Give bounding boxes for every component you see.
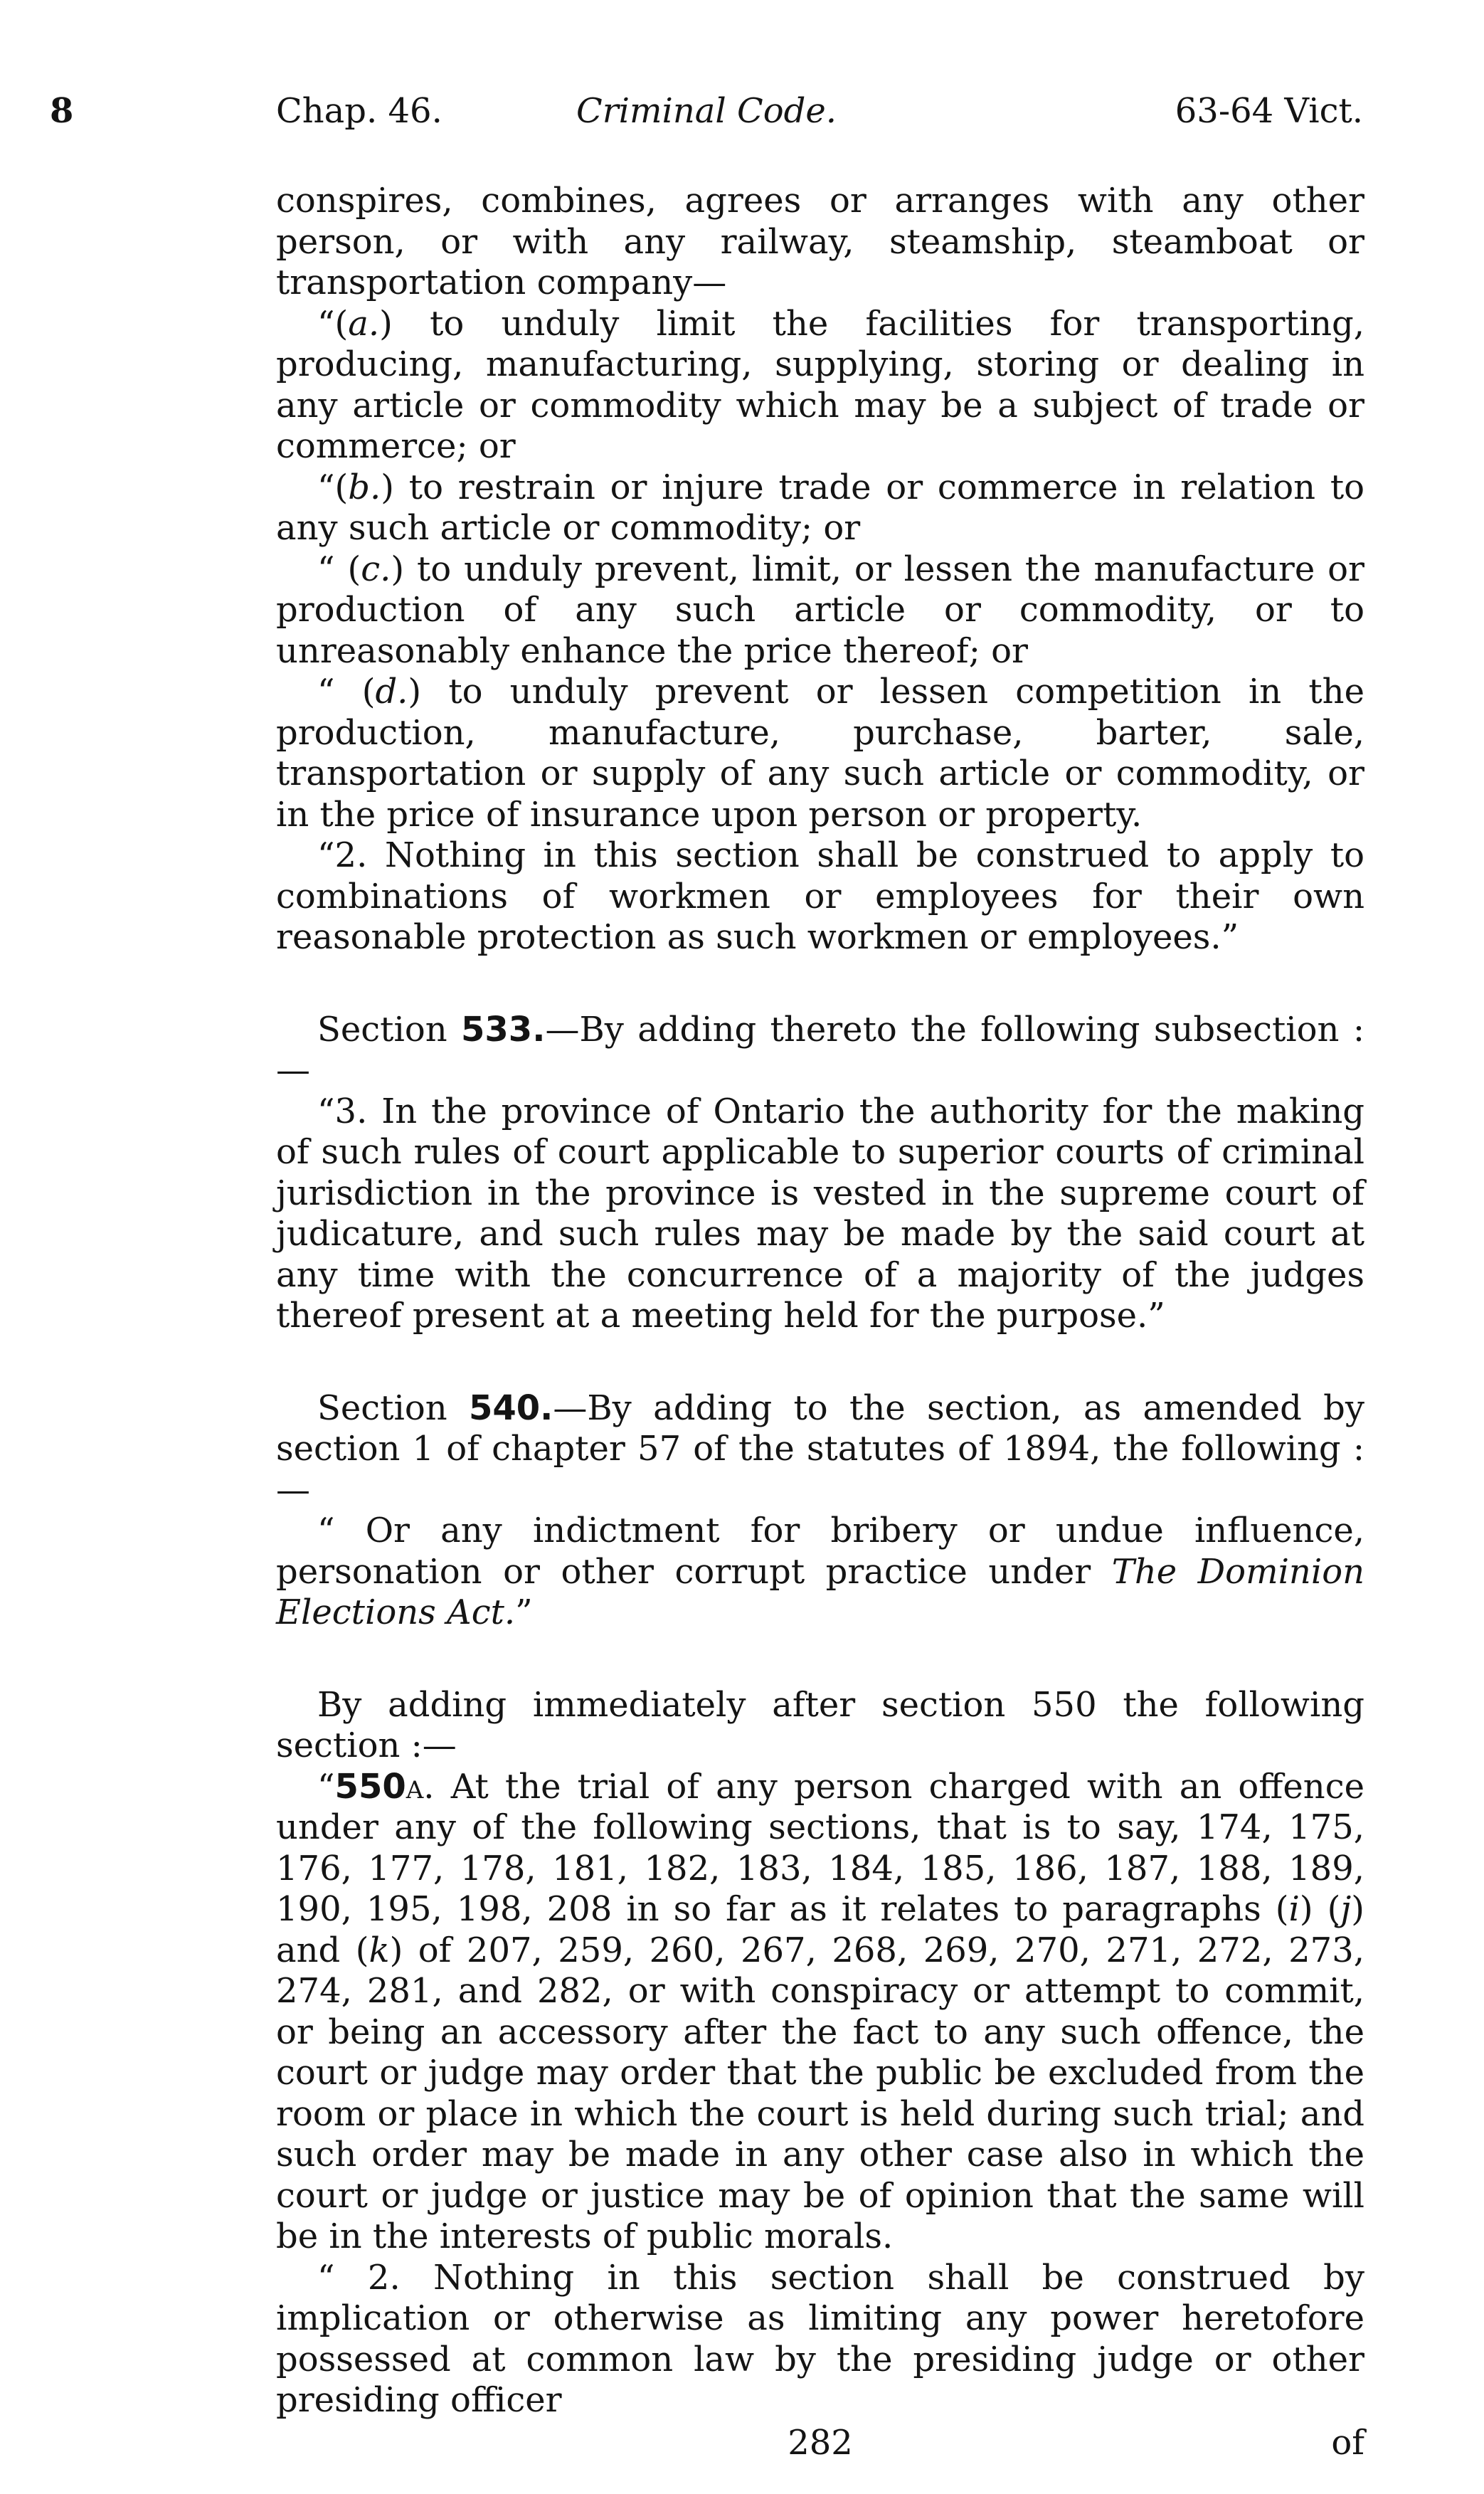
clause-label: b. <box>348 467 381 507</box>
section-number: 550 <box>334 1766 406 1807</box>
running-title: Criminal Code. <box>576 91 837 131</box>
section-550-intro: By adding immediately after section 550 the following section :— <box>276 1684 1364 1765</box>
section-suffix: a. <box>406 1766 435 1807</box>
subsection-2: “2. Nothing in this section shall be construed to apply to combinations of workmen or employees for their own reasonable protection as such workmen or employees.” <box>276 835 1364 957</box>
subsection-2-limitation: “ 2. Nothing in this section shall be construed by implication or otherwise as limiting any power heretofore possessed at common law by the presiding judge or other presiding officer <box>276 2257 1364 2420</box>
act-title: The Dominion Elections Act. <box>276 1551 1365 1632</box>
clause-b: “(b.) to restrain or injure trade or commerce in relation to any such article or commodity; or <box>276 467 1364 548</box>
clause-c: “ (c.) to unduly prevent, limit, or lessen the manufacture or production of any such article or commodity, or to unreasonably enhance the price thereof; or <box>276 549 1364 671</box>
clause-d: “ (d.) to unduly prevent or lessen competition in the production, manufacture, purchase, barter, sale, transportation or supply of any such article or commodity, or in the price of insurance upon person or property. <box>276 672 1364 835</box>
page-footer <box>276 2423 1364 2466</box>
clause-label: a. <box>348 303 380 344</box>
section-number: 540. <box>468 1388 553 1428</box>
clause-label: c. <box>361 549 391 589</box>
clause-label: d. <box>375 672 408 712</box>
page-number: 8 <box>50 91 74 131</box>
subsection-3: “3. In the province of Ontario the authority for the making of such rules of court applicable to superior courts of criminal jurisdiction in the province is vested in the supreme court of judicature, and such rules may be made by the said court at any time with the concurrence of a majority of the judges thereof present at a meeting held for the purpose.” <box>276 1091 1364 1336</box>
regnal-year: 63-64 Vict. <box>1175 91 1363 131</box>
folio-number: 282 <box>788 2423 853 2463</box>
chapter-label: Chap. 46. <box>276 91 442 131</box>
running-header <box>50 91 1363 141</box>
section-550a: “550a. At the trial of any person charged with an offence under any of the following sections, that is to say, 174, 175, 176, 177, 178, 181, 182, 183, 184, 185, 186, 187, 188, 189, 190, 195, 198, 208 in so far as it relates to paragraphs (i) (j) and (k) of 207, 259, 260, 267, 268, 269, 270, 271, 272, 273, 274, 281, and 282, or with conspiracy or attempt to commit, or being an accessory after the fact to any such offence, the court or judge may order that the public be excluded from the room or place in which the court is held during such trial; and such order may be made in any other case also in which the court or judge or justice may be of opinion that the same will be in the interests of public morals. <box>276 1766 1364 2256</box>
section-number: 533. <box>461 1009 546 1050</box>
catchword: of <box>1331 2423 1364 2463</box>
paragraph-intro: conspires, combines, agrees or arranges with any other person, or with any railway, steamship, steamboat or transportation company— <box>276 181 1364 302</box>
section-540-amendment: Section 540.—By adding to the section, as amended by section 1 of chapter 57 of the statutes of 1894, the following :— <box>276 1388 1365 1510</box>
indictment-paragraph: “ Or any indictment for bribery or undue influence, personation or other corrupt practice under The Dominion Elections Act.” <box>276 1511 1365 1632</box>
section-533-amendment: Section 533.—By adding thereto the following subsection :— <box>276 1009 1365 1090</box>
body-text <box>276 181 1364 2421</box>
clause-a: “(a.) to unduly limit the facilities for transporting, producing, manufacturing, supplying, storing or dealing in any article or commodity which may be a subject of trade or commerce; or <box>276 303 1364 466</box>
